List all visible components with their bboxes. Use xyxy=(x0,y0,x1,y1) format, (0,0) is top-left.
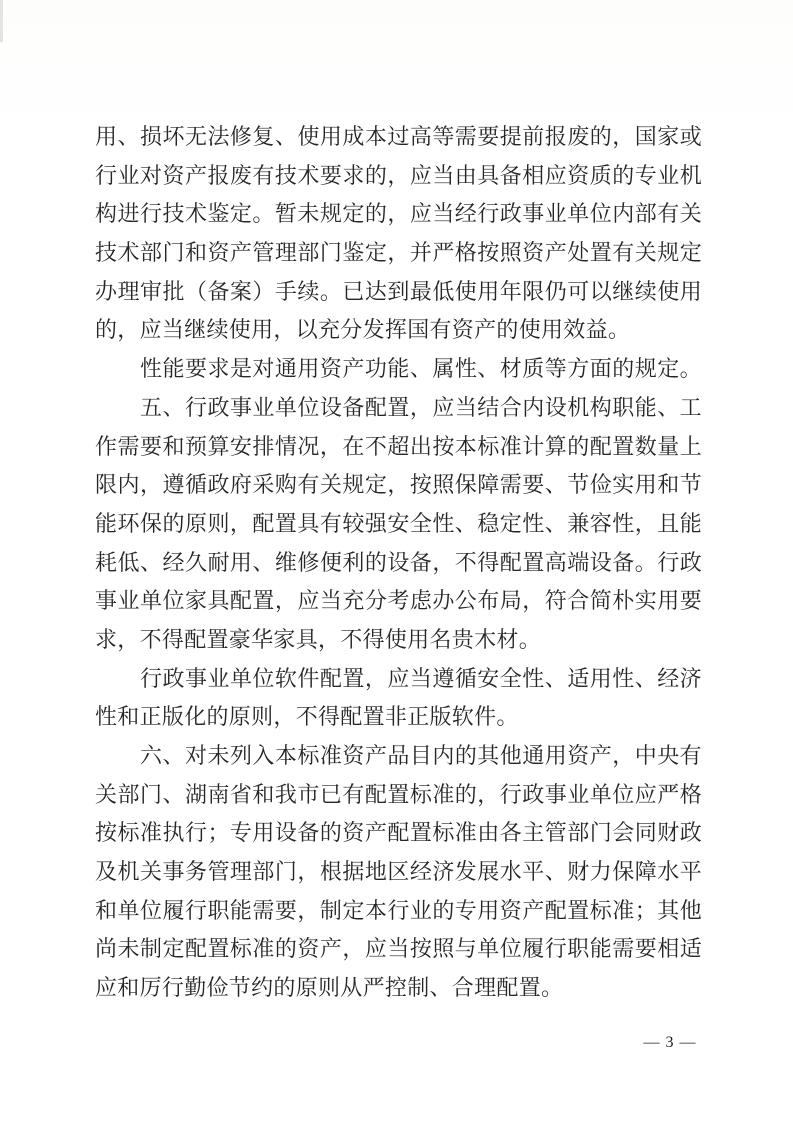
paragraph-item-five xyxy=(95,389,702,660)
text-line: 限内，遵循政府采购有关规定，按照保障需要、节俭实用和节 xyxy=(95,472,702,498)
paragraph-software-configuration xyxy=(95,660,702,737)
text-line: 求，不得配置豪华家具，不得使用名贵木材。 xyxy=(95,626,542,652)
text-line: 性能要求是对通用资产功能、属性、材质等方面的规定。 xyxy=(140,356,702,382)
text-line: 性和正版化的原则，不得配置非正版软件。 xyxy=(95,704,519,730)
text-line: 关部门、湖南省和我市已有配置标准的，行政事业单位应严格 xyxy=(95,781,702,807)
text-line: 的，应当继续使用，以充分发挥国有资产的使用效益。 xyxy=(95,317,631,343)
text-line: 及机关事务管理部门，根据地区经济发展水平、财力保障水平 xyxy=(95,859,702,885)
text-line: 和单位履行职能需要，制定本行业的专用资产配置标准；其他 xyxy=(95,897,702,923)
paragraph-item-six xyxy=(95,737,702,1008)
text-line: 用、损坏无法修复、使用成本过高等需要提前报废的，国家或 xyxy=(95,124,702,149)
page-number: — 3 — xyxy=(643,1034,697,1051)
text-line: 尚未制定配置标准的资产，应当按照与单位履行职能需要相适 xyxy=(95,936,702,962)
text-line: 六、对未列入本标准资产品目内的其他通用资产，中央有 xyxy=(140,743,702,768)
text-line: 技术部门和资产管理部门鉴定，并严格按照资产处置有关规定 xyxy=(95,240,702,266)
scan-edge-artifact xyxy=(0,0,3,42)
text-line: 五、行政事业单位设备配置，应当结合内设机构职能、工 xyxy=(140,394,702,420)
text-line: 耗低、经久耐用、维修便利的设备，不得配置高端设备。行政 xyxy=(95,549,702,575)
text-line: 行政事业单位软件配置，应当遵循安全性、适用性、经济 xyxy=(140,665,702,691)
text-line: 行业对资产报废有技术要求的，应当由具备相应资质的专业机 xyxy=(95,162,702,188)
text-line: 应和厉行勤俭节约的原则从严控制、合理配置。 xyxy=(95,975,564,1001)
text-line: 事业单位家具配置，应当充分考虑办公布局，符合简朴实用要 xyxy=(95,588,702,614)
text-line: 办理审批（备案）手续。已达到最低使用年限仍可以继续使用 xyxy=(95,278,702,304)
text-line: 构进行技术鉴定。暂未规定的，应当经行政事业单位内部有关 xyxy=(95,201,702,227)
paragraph-performance-requirement xyxy=(95,350,702,389)
paragraph-disposal-continued xyxy=(95,118,702,350)
document-body xyxy=(95,118,702,1008)
text-line: 能环保的原则，配置具有较强安全性、稳定性、兼容性，且能 xyxy=(95,510,702,536)
text-line: 按标准执行；专用设备的资产配置标准由各主管部门会同财政 xyxy=(95,820,702,846)
text-line: 作需要和预算安排情况，在不超出按本标准计算的配置数量上 xyxy=(95,433,702,459)
